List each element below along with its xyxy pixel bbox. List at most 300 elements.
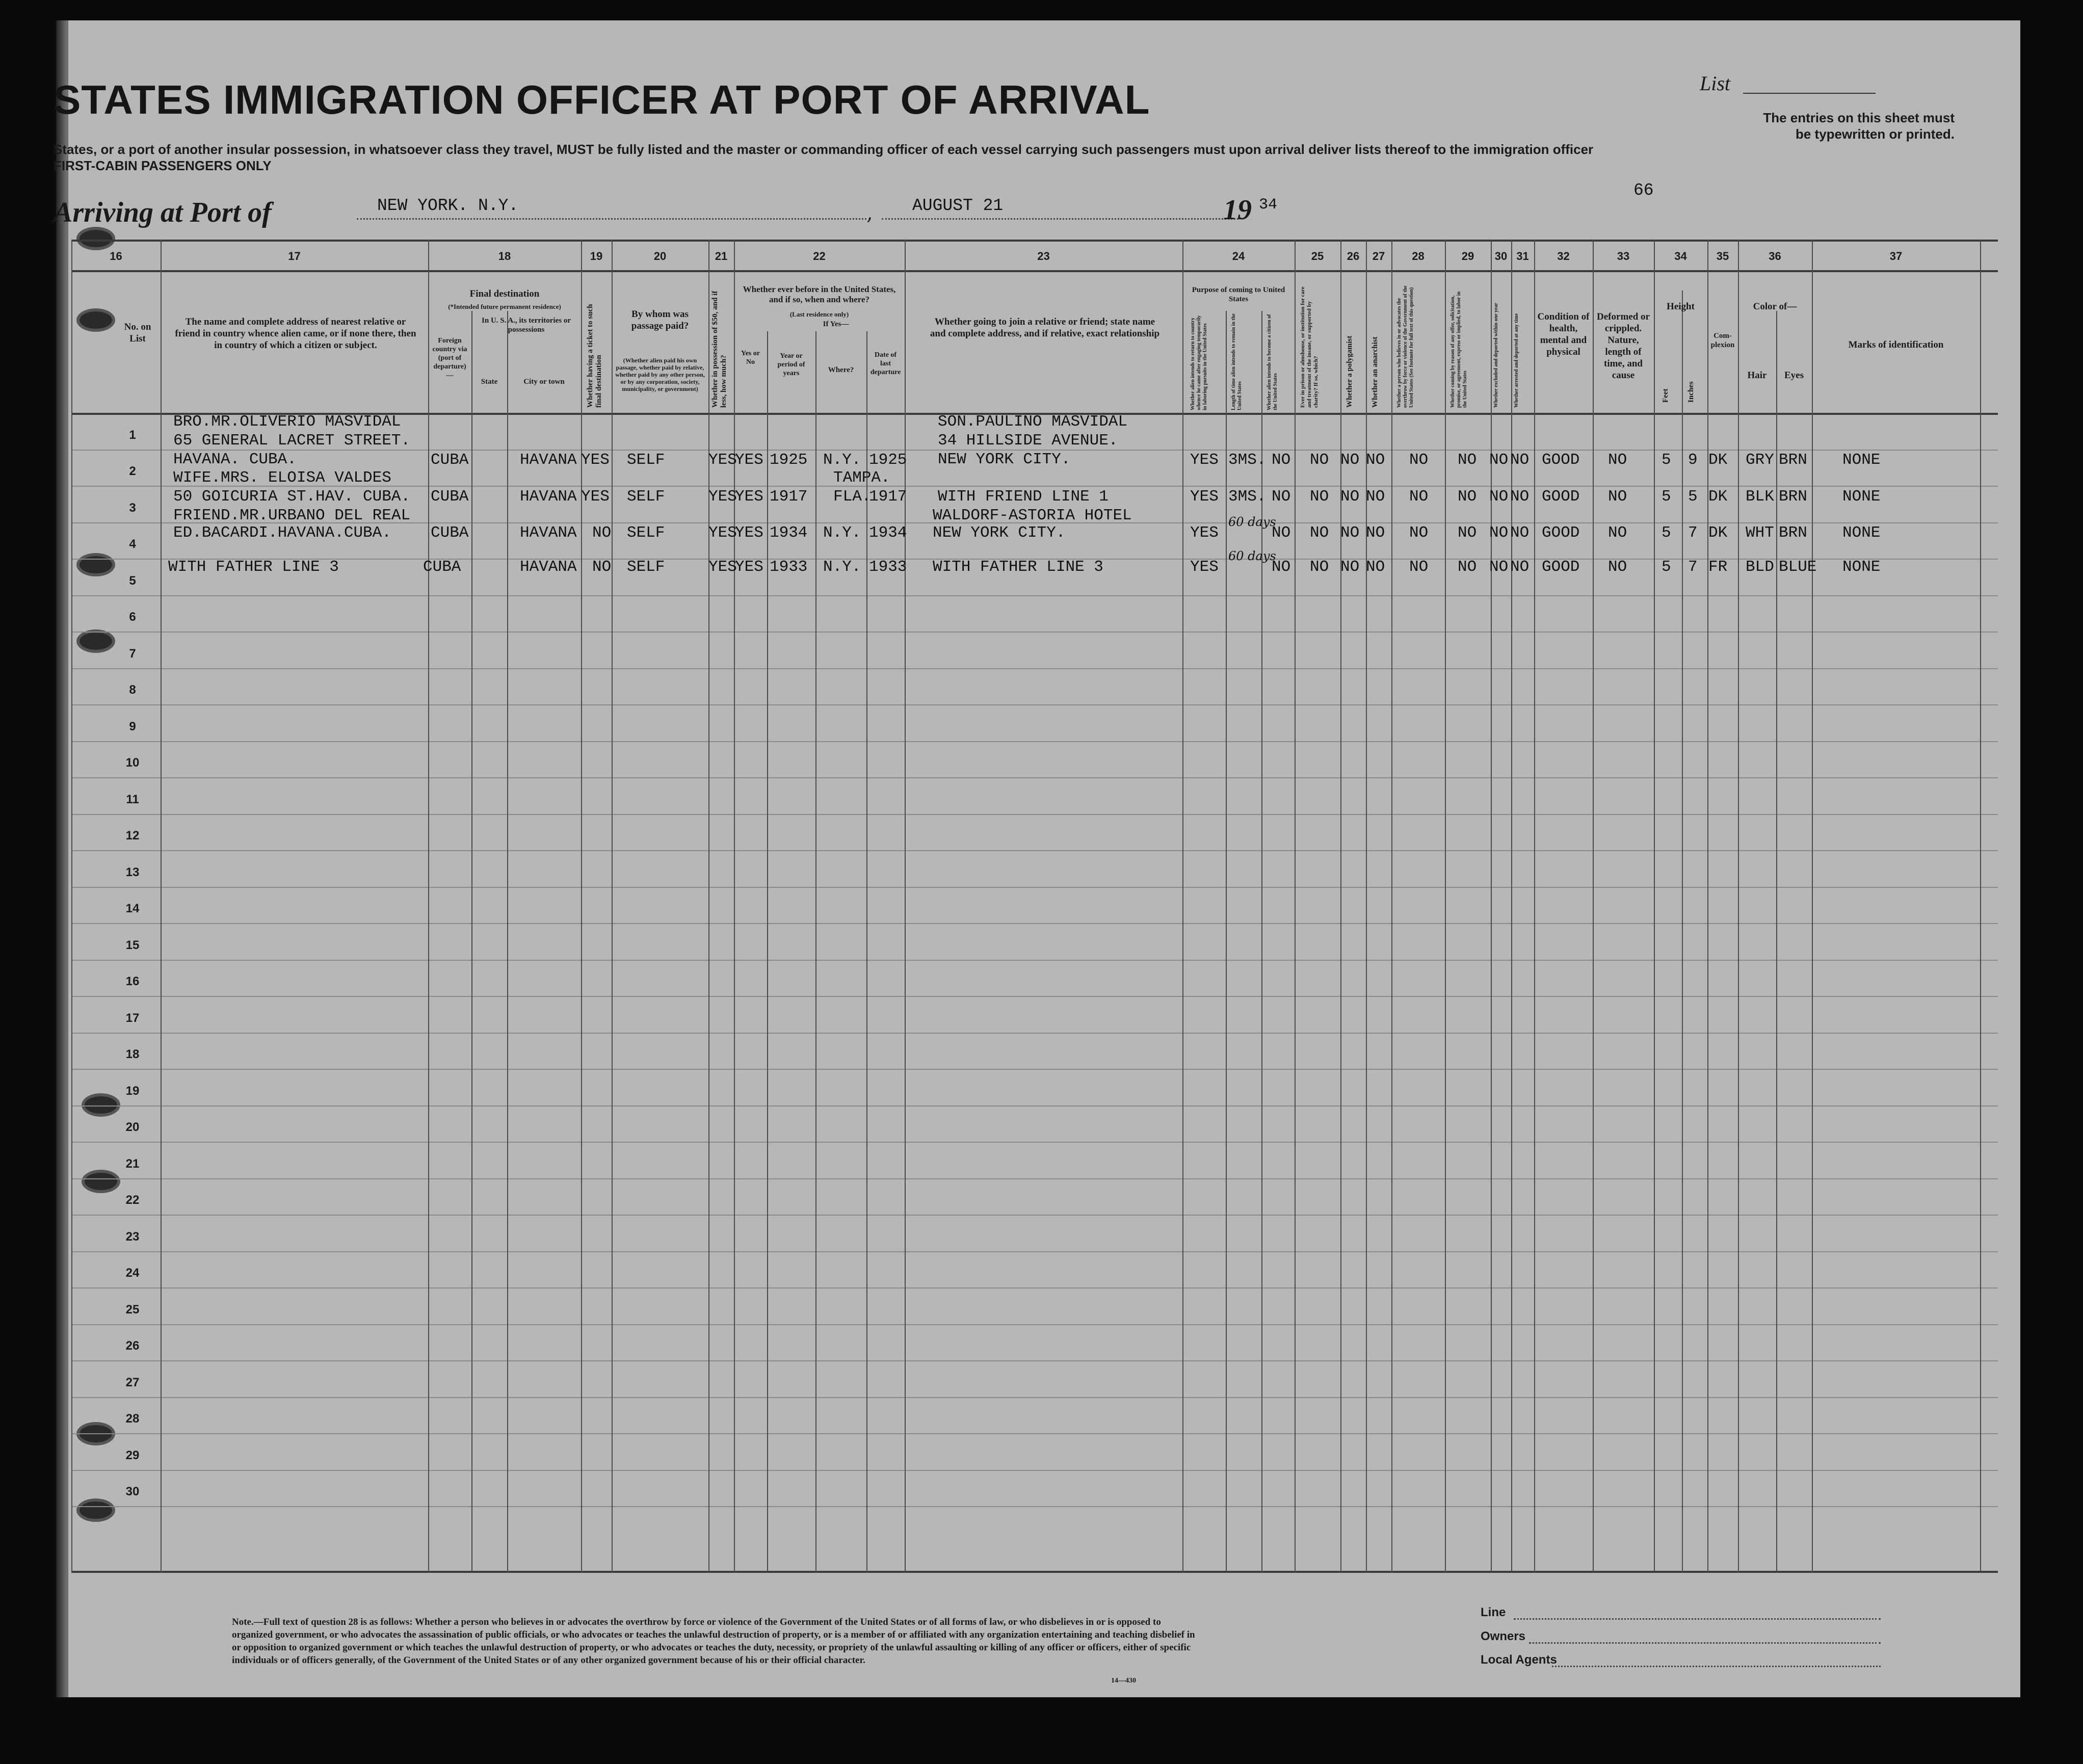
header-complexion: Com-plexion <box>1710 332 1735 349</box>
header-if-yes: If Yes— <box>823 320 849 328</box>
row-3-where: N.Y. <box>823 524 861 542</box>
row-1-paid: SELF <box>627 451 665 469</box>
column-divider <box>1491 240 1492 1572</box>
column-divider <box>866 331 867 1572</box>
column-divider <box>612 240 613 1572</box>
row-4-prison: NO <box>1310 558 1329 576</box>
row-4-p-length: 60 days <box>1228 549 1276 563</box>
row-4-relative-line-1: WITH FATHER LINE 3 <box>168 558 339 576</box>
row-rule <box>71 668 1998 669</box>
row-number: 18 <box>125 1047 140 1061</box>
column-number: 25 <box>1311 250 1324 262</box>
row-rule <box>71 923 1998 924</box>
row-2-years: 1917 <box>770 488 808 506</box>
column-number: 36 <box>1769 250 1781 262</box>
line-label: Line <box>1481 1605 1506 1619</box>
row-2-p-citizen: NO <box>1272 488 1291 506</box>
column-number: 17 <box>288 250 301 262</box>
row-3-inches: 7 <box>1688 524 1698 542</box>
row-3-feet: 5 <box>1662 524 1671 542</box>
column-divider <box>1226 311 1227 1572</box>
row-1-ever: YES <box>735 451 763 469</box>
row-4-ever: YES <box>735 558 763 576</box>
row-4-years: 1933 <box>770 558 808 576</box>
row-2-q29: NO <box>1458 488 1477 506</box>
header-money: Whether in possession of $50, and if less, how much? <box>711 291 728 408</box>
row-number: 22 <box>125 1193 140 1207</box>
row-1-foreign: CUBA <box>431 451 469 469</box>
row-number: 14 <box>125 902 140 915</box>
line-field[interactable] <box>1514 1618 1881 1620</box>
row-1-marks: NONE <box>1842 451 1881 469</box>
row-number: 26 <box>125 1339 140 1353</box>
row-rule <box>71 1506 1998 1507</box>
header-condition: Condition of health, mental and physical <box>1537 311 1590 357</box>
row-1-anarchist: NO <box>1366 451 1385 469</box>
instructions-text: States, or a port of another insular possession, in whatsoever class they travel, MUST be fully listed and the master or commanding officer of each vessel carrying such passengers must upon arrival deliver lists thereof to the immigration officer <box>54 142 1594 157</box>
row-1-join-line-1: SON.PAULINO MASVIDAL <box>938 413 1128 431</box>
column-divider <box>1391 240 1392 1572</box>
row-1-prison: NO <box>1310 451 1329 469</box>
header-where: Where? <box>828 366 854 374</box>
row-1-deformed: NO <box>1608 451 1627 469</box>
row-2-q28: NO <box>1409 488 1429 506</box>
row-number: 27 <box>125 1376 140 1389</box>
local-agents-field[interactable] <box>1552 1666 1881 1667</box>
row-2-deformed: NO <box>1608 488 1627 506</box>
row-2-where: FLA. <box>833 488 872 506</box>
row-2-q30: NO <box>1489 488 1509 506</box>
row-3-ever: YES <box>735 524 763 542</box>
row-3-anarchist: NO <box>1366 524 1385 542</box>
column-number: 31 <box>1516 250 1529 262</box>
row-1-p-length: 3MS. <box>1228 451 1267 469</box>
row-4-join-line-1: WITH FATHER LINE 3 <box>933 558 1103 576</box>
row-number: 19 <box>125 1084 140 1098</box>
row-3-polygamist: NO <box>1340 524 1360 542</box>
column-divider <box>1366 240 1367 1572</box>
row-number: 25 <box>125 1303 140 1317</box>
row-2-health: GOOD <box>1542 488 1580 506</box>
row-3-q30: NO <box>1489 524 1509 542</box>
header-final-destination: Final destination <box>469 288 540 299</box>
row-rule <box>71 704 1998 705</box>
row-2-complexion: DK <box>1708 488 1728 506</box>
column-number: 16 <box>110 250 122 262</box>
row-2-city: HAVANA <box>520 488 577 506</box>
column-number: 24 <box>1232 250 1245 262</box>
row-1-complexion: DK <box>1708 451 1728 469</box>
column-divider <box>1776 311 1777 1572</box>
row-number: 29 <box>125 1449 140 1462</box>
class-line: FIRST-CABIN PASSENGERS ONLY <box>54 158 272 173</box>
row-number: 16 <box>125 975 140 988</box>
column-number: 35 <box>1716 250 1729 262</box>
row-2-eyes: BRN <box>1779 488 1807 506</box>
header-q29: Whether coming by reason of any offer, solicitation, promise, or agreement, express or implied, to labor in the United States <box>1450 291 1468 408</box>
column-divider <box>815 331 816 1572</box>
column-number: 18 <box>498 250 511 262</box>
column-number: 28 <box>1412 250 1425 262</box>
header-purpose-citizen: Whether alien intends to become a citizen of the United States <box>1267 314 1278 410</box>
column-number: 27 <box>1372 250 1385 262</box>
column-number: 20 <box>653 250 667 262</box>
row-3-prison: NO <box>1310 524 1329 542</box>
row-4-deformed: NO <box>1608 558 1627 576</box>
column-number: 19 <box>590 250 603 262</box>
row-2-marks: NONE <box>1842 488 1881 506</box>
column-divider <box>1980 240 1981 1572</box>
column-divider <box>734 240 735 1572</box>
owners-label: Owners <box>1481 1629 1526 1643</box>
column-number: 29 <box>1461 250 1474 262</box>
row-3-marks: NONE <box>1842 524 1881 542</box>
column-divider <box>767 331 768 1572</box>
row-3-foreign: CUBA <box>431 524 469 542</box>
row-rule <box>71 595 1998 596</box>
row-1-hair: GRY <box>1746 451 1774 469</box>
header-eyes: Eyes <box>1784 370 1804 381</box>
header-year-period: Year or period of years <box>777 352 805 377</box>
arriving-label: Arriving at Port of <box>54 197 272 228</box>
column-divider <box>1445 240 1446 1572</box>
header-purpose-return: Whether alien intends to return to country whence he came after engaging temporarily in laboring pursuits in the United States <box>1190 315 1208 410</box>
row-2-relative-line-2: 50 GOICURIA ST.HAV. CUBA. <box>173 488 411 506</box>
header-passage-note: (Whether alien paid his own passage, whether paid by relative, whether paid by any other person, or by any corporation, society, municipality, or government) <box>615 357 705 392</box>
column-divider <box>1738 240 1739 1572</box>
row-number: 20 <box>125 1120 140 1134</box>
header-feet: Feet <box>1662 388 1670 403</box>
row-1-join-line-2: 34 HILLSIDE AVENUE. <box>938 432 1118 450</box>
row-2-foreign: CUBA <box>431 488 469 506</box>
row-4-health: GOOD <box>1542 558 1580 576</box>
row-3-years: 1934 <box>770 524 808 542</box>
page-number: 66 <box>1633 181 1654 200</box>
row-rule <box>71 1397 1998 1398</box>
row-4-money: YES <box>708 558 737 576</box>
header-final-destination-note: (*Intended future permanent residence) <box>448 303 561 310</box>
header-polygamist: Whether a polygamist <box>1346 335 1354 408</box>
row-3-health: GOOD <box>1542 524 1580 542</box>
column-divider <box>71 240 72 1572</box>
list-label: List <box>1700 72 1731 95</box>
row-2-feet: 5 <box>1662 488 1671 506</box>
header-nearest-relative: The name and complete address of nearest relative or friend in country whence alien came, or if none there, then in country of which a citizen or subject. <box>175 317 416 351</box>
row-rule <box>71 1069 1998 1070</box>
row-rule <box>71 777 1998 778</box>
row-3-departure: 1934 <box>869 524 907 542</box>
header-q30: Whether excluded and deported within one year <box>1493 303 1499 408</box>
header-state: State <box>481 378 498 386</box>
row-number: 8 <box>129 683 136 697</box>
row-number: 9 <box>129 720 136 733</box>
column-divider <box>428 240 429 1572</box>
row-number: 3 <box>129 501 136 515</box>
row-3-eyes: BRN <box>1779 524 1807 542</box>
header-height: Height <box>1667 301 1695 312</box>
row-1-q31: NO <box>1510 451 1530 469</box>
column-number: 30 <box>1494 250 1508 262</box>
row-rule <box>71 960 1998 961</box>
header-deformed: Deformed or crippled. Nature, length of time, and cause <box>1597 311 1650 381</box>
row-rule <box>71 887 1998 888</box>
header-joining: Whether going to join a relative or friend; state name and complete address, and if relative, exact relationship <box>930 317 1160 339</box>
row-4-feet: 5 <box>1662 558 1671 576</box>
row-1-inches: 9 <box>1688 451 1698 469</box>
row-rule <box>71 1251 1998 1252</box>
row-3-money: YES <box>708 524 737 542</box>
list-number-field[interactable] <box>1743 93 1876 94</box>
row-rule <box>71 741 1998 742</box>
row-3-city: HAVANA <box>520 524 577 542</box>
row-number: 23 <box>125 1230 140 1244</box>
header-ever-before: Whether ever before in the United States, and if so, when and where? <box>743 284 896 304</box>
row-number: 12 <box>125 829 140 842</box>
row-1-q28: NO <box>1409 451 1429 469</box>
header-marks: Marks of identification <box>1848 339 1944 350</box>
header-color-of: Color of— <box>1753 301 1797 312</box>
row-4-q30: NO <box>1489 558 1509 576</box>
column-divider <box>1707 240 1708 1572</box>
row-4-paid: SELF <box>627 558 665 576</box>
header-purpose: Purpose of coming to United States <box>1192 286 1285 303</box>
row-number: 15 <box>125 938 140 952</box>
row-rule <box>71 1178 1998 1179</box>
header-date-departure: Date of last departure <box>870 351 901 376</box>
row-rule <box>71 1105 1998 1107</box>
row-number: 6 <box>129 610 136 624</box>
row-number: 1 <box>129 428 136 442</box>
row-4-city: HAVANA <box>520 558 577 576</box>
row-3-relative-line-2: ED.BACARDI.HAVANA.CUBA. <box>173 524 391 542</box>
row-1-q29: NO <box>1458 451 1477 469</box>
row-2-join-line-1: WITH FRIEND LINE 1 <box>938 488 1109 506</box>
row-4-marks: NONE <box>1842 558 1881 576</box>
row-3-complexion: DK <box>1708 524 1728 542</box>
row-3-p-return: YES <box>1190 524 1219 542</box>
header-no-on-list: No. on List <box>124 322 151 344</box>
row-rule <box>71 1470 1998 1471</box>
row-3-deformed: NO <box>1608 524 1627 542</box>
row-rule <box>71 814 1998 815</box>
row-3-hair: WHT <box>1746 524 1774 542</box>
header-foreign-country: Foreign country via (port of departure)— <box>432 337 467 379</box>
row-2-anarchist: NO <box>1366 488 1385 506</box>
row-3-ticket: NO <box>592 524 612 542</box>
row-1-p-citizen: NO <box>1272 451 1291 469</box>
row-3-p-length: 60 days <box>1228 515 1276 529</box>
form-number: 14—430 <box>1111 1677 1136 1684</box>
entries-note-line-2: be typewritten or printed. <box>1795 126 1955 142</box>
row-4-p-return: YES <box>1190 558 1219 576</box>
row-number: 4 <box>129 537 136 551</box>
header-rule <box>71 270 1998 272</box>
header-ticket: Whether having a ticket to such final destination <box>586 304 603 408</box>
column-divider <box>905 240 906 1572</box>
entries-note <box>1649 110 1955 142</box>
question-28-note: Note.—Full text of question 28 is as follows: Whether a person who believes in or advocates the overthrow by force or violence of the Government of the United States or of all forms of law, or who disbelieves in or is opposed to organized government, or who advocates the assassination of public officials, or who advocates or teaches the unlawful destruction of property, or is a member of or affiliated with any organization entertaining and teaching disbelief in or opposition to organized government or which teaches the unlawful destruction of property, or who advocates or teaches the duty, necessity, or propriety of the unlawful assaulting or killing of any officer or officers, either of specific individuals or of officers generally, of the Government of the United States or of any other organized government because of his or their official character. <box>232 1617 1195 1666</box>
row-rule <box>71 850 1998 851</box>
row-1-relative-line-2: 65 GENERAL LACRET STREET. <box>173 432 411 450</box>
port-field-line <box>357 218 866 220</box>
row-2-q31: NO <box>1510 488 1530 506</box>
comma-separator: , <box>866 201 873 225</box>
row-2-ever: YES <box>735 488 763 506</box>
header-passage-paid: By whom was passage paid? <box>631 309 689 331</box>
sheet-edge-shadow <box>56 20 67 1697</box>
header-inches: Inches <box>1687 381 1695 403</box>
row-rule <box>71 631 1998 633</box>
row-2-inches: 5 <box>1688 488 1698 506</box>
row-4-ticket: NO <box>592 558 612 576</box>
local-agents-label: Local Agents <box>1481 1653 1557 1667</box>
row-1-q30: NO <box>1489 451 1509 469</box>
header-last-residence: (Last residence only) <box>789 310 849 318</box>
column-divider <box>581 240 582 1572</box>
row-1-p-return: YES <box>1190 451 1219 469</box>
row-2-p-length: 3MS. <box>1228 488 1267 506</box>
column-divider <box>161 240 162 1572</box>
column-number: 23 <box>1037 250 1050 262</box>
row-3-q31: NO <box>1510 524 1530 542</box>
column-divider <box>1812 240 1813 1572</box>
row-3-q28: NO <box>1409 524 1429 542</box>
row-number: 7 <box>129 647 136 661</box>
column-divider <box>1182 240 1183 1572</box>
header-anarchist: Whether an anarchist <box>1371 336 1379 408</box>
entries-note-line-1: The entries on this sheet must <box>1763 110 1955 125</box>
row-number: 30 <box>125 1485 140 1498</box>
row-1-where: N.Y. <box>823 451 861 469</box>
manifest-table <box>71 240 1998 1572</box>
column-number: 32 <box>1557 250 1570 262</box>
port-value: NEW YORK. N.Y. <box>377 196 519 215</box>
row-1-relative-line-3: HAVANA. CUBA. <box>173 451 297 468</box>
row-4-foreign: CUBA <box>423 558 461 576</box>
row-4-q31: NO <box>1510 558 1530 576</box>
row-4-q28: NO <box>1409 558 1429 576</box>
table-top-rule <box>71 240 1998 242</box>
year-suffix: 34 <box>1259 196 1278 214</box>
row-rule <box>71 1215 1998 1216</box>
row-2-ticket: YES <box>581 488 610 506</box>
header-yes-no: Yes or No <box>741 350 760 366</box>
row-4-anarchist: NO <box>1366 558 1385 576</box>
row-2-p-return: YES <box>1190 488 1219 506</box>
row-2-where-line-1: TAMPA. <box>833 469 890 487</box>
row-1-eyes: BRN <box>1779 451 1807 469</box>
header-q31: Whether arrested and deported at any time <box>1514 313 1519 408</box>
row-4-where: N.Y. <box>823 558 861 576</box>
date-field-line <box>882 218 1238 220</box>
year-prefix: 19 <box>1223 194 1252 226</box>
row-4-departure: 1933 <box>869 558 907 576</box>
header-q28: Whether a person who believes in or advocates the overthrow by force or violence of the Government of the United States (See footnote for full text of this question) <box>1396 285 1414 408</box>
column-divider <box>471 311 472 1572</box>
row-rule <box>71 1287 1998 1288</box>
row-1-money: YES <box>708 451 737 469</box>
row-4-hair: BLD <box>1746 558 1774 576</box>
header-purpose-length: Length of time alien intends to remain in the United States <box>1231 313 1243 410</box>
row-1-departure: 1925 <box>869 451 907 469</box>
row-4-inches: 7 <box>1688 558 1698 576</box>
row-3-join-line-1: WALDORF-ASTORIA HOTEL <box>933 507 1132 524</box>
column-divider <box>708 240 709 1572</box>
row-number: 28 <box>125 1412 140 1426</box>
column-divider <box>1340 240 1341 1572</box>
column-divider <box>1534 240 1535 1572</box>
row-number: 5 <box>129 574 136 588</box>
page-title: STATES IMMIGRATION OFFICER AT PORT OF ARRIVAL <box>54 77 1150 122</box>
row-number: 24 <box>125 1266 140 1280</box>
row-rule <box>71 996 1998 997</box>
header-prison: Ever in prison or almshouse, or institution for care and treatment of the insane, or supported by charity? If so, which? <box>1300 286 1319 408</box>
column-divider <box>1682 291 1683 1572</box>
column-divider <box>1511 240 1512 1572</box>
column-number: 37 <box>1889 250 1903 262</box>
row-2-hair: BLK <box>1746 488 1774 506</box>
row-rule <box>71 1324 1998 1325</box>
row-2-departure: 1917 <box>869 488 907 506</box>
row-4-complexion: FR <box>1708 558 1728 576</box>
row-3-q29: NO <box>1458 524 1477 542</box>
row-number: 17 <box>125 1011 140 1025</box>
row-4-p-citizen: NO <box>1272 558 1291 576</box>
column-divider <box>507 311 508 1572</box>
column-number: 21 <box>715 250 728 262</box>
row-rule <box>71 1360 1998 1361</box>
row-2-polygamist: NO <box>1340 488 1360 506</box>
header-hair: Hair <box>1747 370 1767 381</box>
column-number: 33 <box>1617 250 1630 262</box>
row-3-relative-line-1: FRIEND.MR.URBANO DEL REAL <box>173 507 411 524</box>
column-number: 34 <box>1674 250 1687 262</box>
row-3-p-citizen: NO <box>1272 524 1291 542</box>
row-number: 13 <box>125 865 140 879</box>
row-number: 11 <box>126 793 139 806</box>
row-1-polygamist: NO <box>1340 451 1360 469</box>
column-divider <box>1654 240 1655 1572</box>
row-4-q29: NO <box>1458 558 1477 576</box>
table-bottom-rule <box>71 1571 1998 1573</box>
row-rule <box>71 1433 1998 1434</box>
row-number: 10 <box>125 756 140 770</box>
row-2-prison: NO <box>1310 488 1329 506</box>
row-1-years: 1925 <box>770 451 808 469</box>
row-1-health: GOOD <box>1542 451 1580 469</box>
header-city: City or town <box>523 378 565 386</box>
row-rule <box>71 1033 1998 1034</box>
row-rule <box>71 1142 1998 1143</box>
row-4-polygamist: NO <box>1340 558 1360 576</box>
row-1-city: HAVANA <box>520 451 577 469</box>
row-3-paid: SELF <box>627 524 665 542</box>
column-divider <box>1295 240 1296 1572</box>
row-1-relative-line-1: BRO.MR.OLIVERIO MASVIDAL <box>173 413 401 431</box>
row-number: 21 <box>125 1157 140 1171</box>
column-divider <box>1593 240 1594 1572</box>
row-1-feet: 5 <box>1662 451 1671 469</box>
column-number: 26 <box>1347 250 1360 262</box>
owners-field[interactable] <box>1529 1642 1881 1644</box>
header-in-usa: In U. S. A., its territories or possessions <box>482 317 571 334</box>
column-number: 22 <box>813 250 826 262</box>
row-1-join-line-3: NEW YORK CITY. <box>938 451 1071 468</box>
row-2-relative-line-1: WIFE.MRS. ELOISA VALDES <box>173 469 391 487</box>
row-4-eyes: BLUE <box>1779 558 1817 576</box>
row-1-ticket: YES <box>581 451 610 469</box>
row-3-join-line-2: NEW YORK CITY. <box>933 524 1066 542</box>
